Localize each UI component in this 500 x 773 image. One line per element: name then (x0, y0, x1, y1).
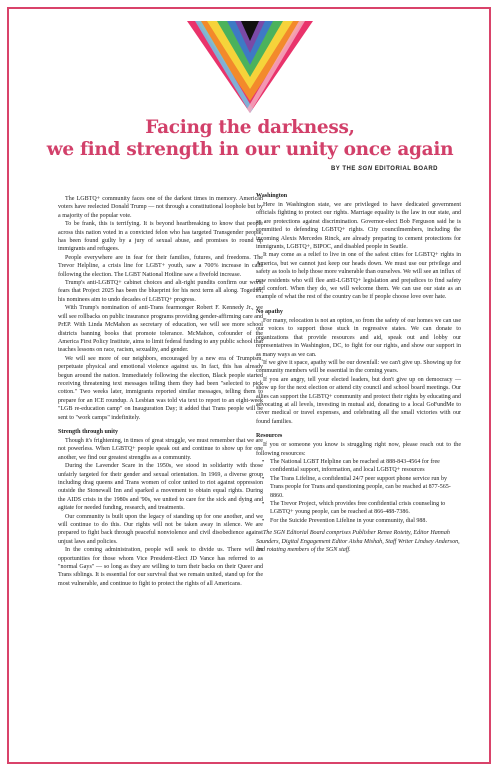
editorial-board-credit: The SGN Editorial Board comprises Publisher Renee Rotetty, Editor Hannah Saunders, Digital Engagement Editor Aisha Mishah, Staff Writer Lindsey Anderson, and rotating members of the SGN staff. (256, 530, 460, 554)
section-heading-washington: Washington (256, 193, 288, 199)
paragraph: If we give it space, apathy will be our downfall: we can't give up. Showing up for community members will be essential in the coming years. (256, 359, 461, 375)
inverted-pride-triangle-logo-icon (187, 21, 313, 117)
paragraph: With Trump's nomination of anti-Trans fearmonger Robert F. Kennedy Jr., we will see rollbacks on public insurance programs providing gender-affirming care and PrEP. With Linda McMahon as secretary of education, we will see more school districts banning books that promote tolerance. McMahon, cofounder of the America First Policy Institute, aims to limit federal funding to any public school that teaches lessons on race, racism, sexuality, and gender. (58, 305, 263, 354)
paragraph: During the Lavender Scare in the 1950s, we stood in solidarity with those unfairly targeted for their gender and sexual orientation. In 1969, a diverse group including drag queens and Trans women of color united to riot against oppression outside the Stonewall Inn and sparked a movement to obtain equal rights. During the AIDS crisis in the 1980s and '90s, we united to care for the sick and dying and agitate for needed funding, research, and treatments. (58, 463, 263, 512)
paragraph: Here in Washington state, we are privileged to have dedicated government officials fighting to protect our rights. Marriage equality is the law in our state, and so are protections against discrimination. Governor-elect Bob Ferguson said he is committed to defending LGBTQ+ rights. City councilmembers, including the incoming Alexis Mercedes Rinck, are already preparing to cement protections for immigrants, LGBTQ+, BIPOC, and disabled people in Seattle. (256, 202, 461, 251)
paragraph: We will see more of our neighbors, encouraged by a new era of Trumpism, perpetuate physical and emotional violence against us. In fact, this has already begun around the nation. Immediately following the election, Black people started receiving threatening text messages telling them they had been "selected to pick cotton." Two weeks later, immigrants reported similar messages, telling them to prepare for an ICE roundup. A Lesbian was told via text to report to an eight-week "LGB re-education camp" on Inauguration Day; it added that Trans people will be sent to "work camps" indefinitely. (58, 355, 263, 421)
headline-line-2: we find strength in our unity once again (46, 139, 454, 160)
left-column (58, 195, 263, 588)
section-heading-no-apathy: No apathy (256, 308, 283, 315)
paragraph: Though it's frightening, in times of great struggle, we must remember that we are not powerless. When LGBTQ+ people speak out and continue to show up for one another, we find our greatest strengths as a community. (58, 437, 263, 461)
list-item: • The Trevor Project, which provides free confidential crisis counseling to LGBTQ+ young people, can be reached at 866-488-7386. (270, 500, 461, 517)
paragraph: Trump's anti-LGBTQ+ cabinet choices and alt-right pundits confirm our worst fears that Project 2025 has been the blueprint for his next term all along. Together, his nominees aim to undo decades of LGBTQ+ progress. (58, 280, 263, 303)
resources-list (256, 458, 461, 525)
byline-outlet: SGN (358, 166, 373, 172)
section-heading-resources: Resources (256, 433, 283, 440)
resources-intro: If you or someone you know is struggling right now, please reach out to the following resources: (256, 442, 461, 457)
list-item: • The National LGBT Helpline can be reached at 888-843-4564 for free confidential support, information, and local LGBTQ+ resources (270, 458, 461, 475)
list-item: • The Trans Lifeline, a confidential 24/7 peer support phone service run by Trans people for Trans and questioning people, can be reached at 877-565-8860. (270, 475, 461, 500)
headline-line-1: Facing the darkness, (145, 117, 355, 138)
byline-suffix: EDITORIAL BOARD (374, 166, 438, 172)
paragraph: In the coming administration, people will seek to divide us. There will be opportunities for those whom Vice President-Elect JD Vance has referred to as "normal Gays" — so long as they are willing to turn their backs on their Queer and Trans siblings. It is essential for our survival that we remain united, stand up for the most vulnerable, and continue to fight to protect the rights of all Americans. (58, 547, 263, 587)
headline (20, 117, 480, 161)
byline (331, 166, 438, 172)
paragraph: If you are angry, tell your elected leaders, but don't give up on democracy — show up for the next election or attend city council and school board meetings. Our allies can support the LGBTQ+ community and protect their rights by educating and advocating at all levels, investing in mutual aid, donating to a local GoFundMe to cover medical or travel expenses, and celebrating all the small victories with our found families. (256, 376, 461, 425)
right-column (256, 192, 461, 554)
paragraph: To be frank, this is terrifying. It is beyond heartbreaking to know that people across this nation voted in a convicted felon who has targeted Transgender people, has been found guilty by a jury of sexual abuse, and promises to round up immigrants and refugees. (58, 221, 263, 253)
paragraph: It may come as a relief to live in one of the safest cities for LGBTQ+ rights in America, but we cannot just keep our heads down. We must use our privilege and safety as tools to help those more vulnerable than ourselves. We will see an influx of new residents who will flee anti-LGBTQ+ legislation and prejudices to find safety and comfort. When they do, we will welcome them. We can use our state as an example of what the rest of the country can be if people choose love over hate. (256, 252, 461, 301)
paragraph: Our community is built upon the legacy of standing up for one another, and we will continue to do this. Our rights will not be taken away in silence. We are prepared to fight back through peaceful nonviolence and civil disobedience against unjust laws and policies. (58, 513, 263, 545)
byline-prefix: BY THE (330, 166, 356, 172)
list-item: • For the Suicide Prevention Lifeline in your community, dial 988. (270, 517, 461, 525)
paragraph: People everywhere are in fear for their families, futures, and freedoms. The Trevor Helpline, a crisis line for LGBT+ youth, saw a 700% increase in calls following the election. The LGBT National Hotline saw a fivefold increase. (58, 254, 263, 278)
paragraph: For many, relocation is not an option, so from the safety of our homes we can use our voices to support those stuck in regressive states. We can donate to organizations that provide resources and aid, speak out and lobby our representatives in Washington, DC, to fight for our rights, and show our support in as many ways as we can. (256, 317, 461, 358)
section-heading-strength: Strength through unity (58, 428, 119, 435)
paragraph: The LGBTQ+ community faces one of the darkest times in memory. American voters have reelected Donald Trump — not through a constitutional loophole but by a majority of the popular vote. (58, 196, 263, 219)
